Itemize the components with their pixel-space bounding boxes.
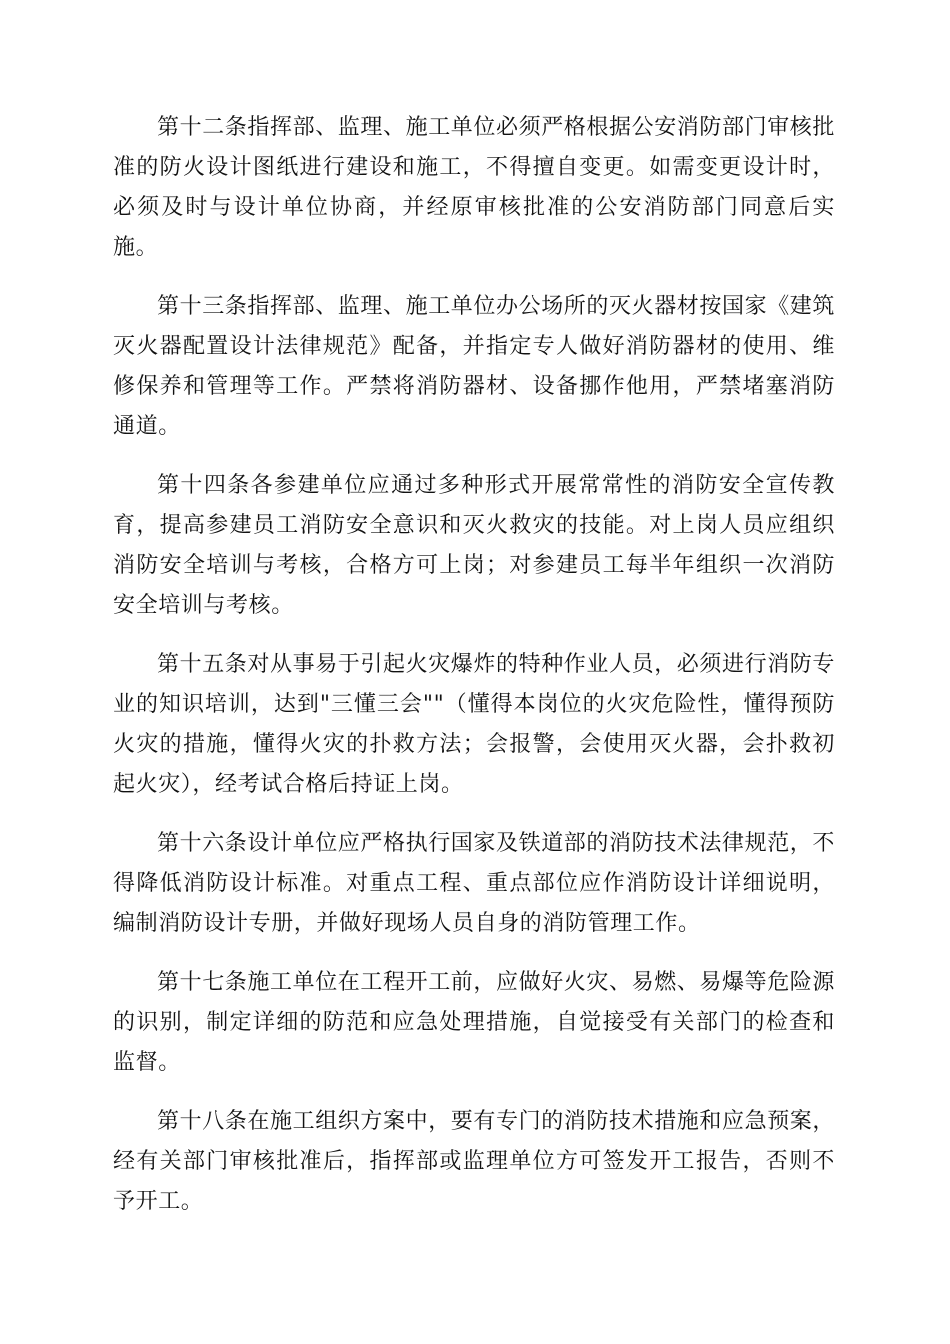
article-18-paragraph: 第十八条在施工组织方案中，要有专门的消防技术措施和应急预案，经有关部门审核批准后，指挥部或监理单位方可签发开工报告，否则不予开工。	[113, 1109, 836, 1214]
article-14-paragraph: 第十四条各参建单位应通过多种形式开展常常性的消防安全宣传教育，提高参建员工消防安全意识和灭火救灾的技能。对上岗人员应组织消防安全培训与考核，合格方可上岗；对参建员工每半年组织一次消防安全培训与考核。	[113, 473, 835, 618]
article-12-paragraph: 第十二条指挥部、监理、施工单位必须严格根据公安消防部门审核批准的防火设计图纸进行建设和施工，不得擅自变更。如需变更设计时，必须及时与设计单位协商，并经原审核批准的公安消防部门同意后实施。	[113, 115, 836, 260]
article-16-paragraph: 第十六条设计单位应严格执行国家及铁道部的消防技术法律规范，不得降低消防设计标准。对重点工程、重点部位应作消防设计详细说明，编制消防设计专册，并做好现场人员自身的消防管理工作。	[113, 831, 836, 936]
article-15-paragraph: 第十五条对从事易于引起火灾爆炸的特种作业人员，必须进行消防专业的知识培训，达到"三懂三会""（懂得本岗位的火灾危险性，懂得预防火灾的措施，懂得火灾的扑救方法；会报警，会使用灭火器，会扑救初起火灾），经考试合格后持证上岗。	[113, 652, 836, 797]
document-body	[113, 108, 835, 1241]
article-13-paragraph: 第十三条指挥部、监理、施工单位办公场所的灭火器材按国家《建筑灭火器配置设计法律规范》配备，并指定专人做好消防器材的使用、维修保养和管理等工作。严禁将消防器材、设备挪作他用，严禁堵塞消防通道。	[113, 294, 836, 439]
article-17-paragraph: 第十七条施工单位在工程开工前，应做好火灾、易燃、易爆等危险源的识别，制定详细的防范和应急处理措施，自觉接受有关部门的检查和监督。	[113, 970, 836, 1075]
